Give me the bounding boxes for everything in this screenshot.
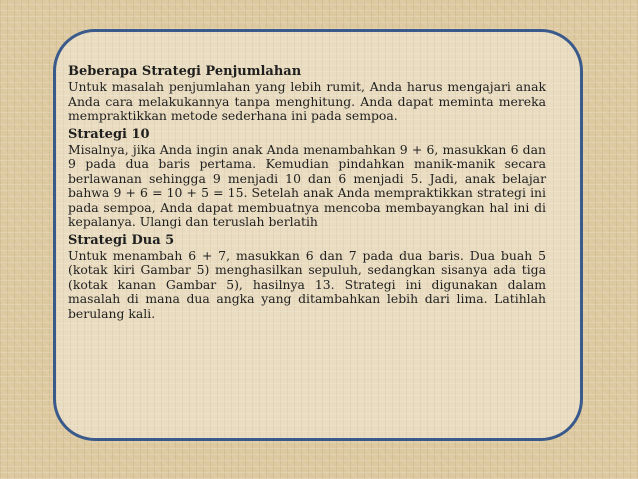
section-body-strategi-10: Misalnya, jika Anda ingin anak Anda menambahkan 9 + 6, masukkan 6 dan 9 pada dua baris pertama. Kemudian pindahkan manik-manik secara berlawanan sehingga 9 menjadi 10 dan 6 menjadi 5. Jadi, anak belajar bahwa 9 + 6 = 10 + 5 = 15. Setelah anak Anda mempraktikkan strategi ini pada sempoa, Anda dapat membuatnya mencoba membayangkan hal ini di kepalanya. Ulangi dan teruslah berlatih — [68, 141, 546, 229]
section-heading-strategi-10: Strategi 10 — [68, 126, 150, 142]
page-title: Beberapa Strategi Penjumlahan — [68, 64, 302, 79]
intro-paragraph: Untuk masalah penjumlahan yang lebih rumit, Anda harus mengajari anak Anda cara melakukannya tanpa menghitung. Anda dapat meminta mereka mempraktikkan metode sederhana ini pada sempoa. — [68, 79, 546, 123]
section-heading-strategi-dua-5: Strategi Dua 5 — [68, 232, 175, 248]
section-body-strategi-dua-5: Untuk menambah 6 + 7, masukkan 6 dan 7 pada dua baris. Dua buah 5 (kotak kiri Gambar 5) menghasilkan sepuluh, sedangkan sisanya ada tiga (kotak kanan Gambar 5), hasilnya 13. Strategi ini digunakan dalam masalah di mana dua angka yang ditambahkan lebih dari lima. Latihlah berulang kali. — [68, 247, 546, 321]
slide-content — [68, 64, 546, 324]
